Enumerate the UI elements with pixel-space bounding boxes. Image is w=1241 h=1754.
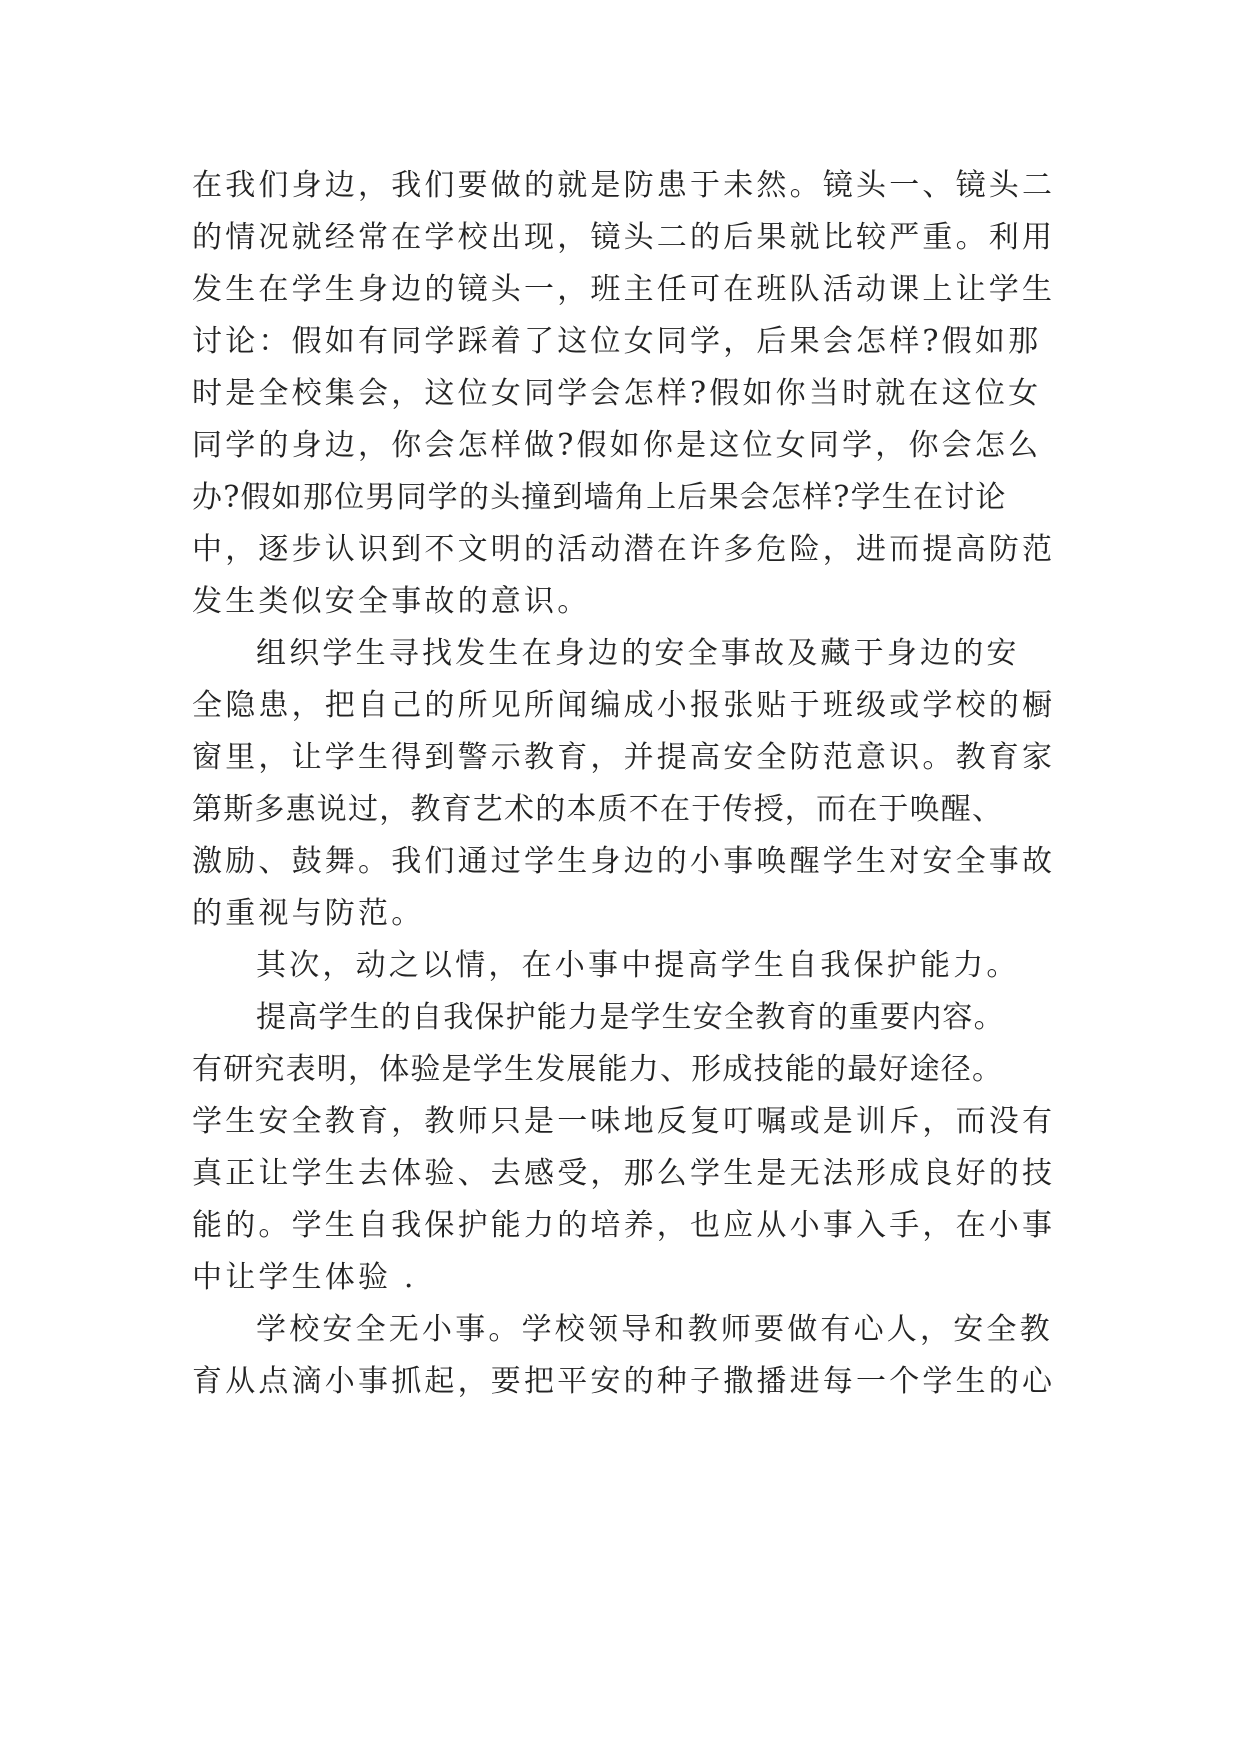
text-line: 第斯多惠说过，教育艺术的本质不在于传授，而在于唤醒、: [192, 792, 1004, 827]
text-line: 中让学生体验 .: [192, 1260, 417, 1295]
text-line: 育从点滴小事抓起，要把平安的种子撒播进每一个学生的心: [192, 1364, 1056, 1399]
text-line: 的情况就经常在学校出现，镜头二的后果就比较严重。利用: [192, 220, 1056, 255]
body-text: [192, 160, 1072, 1408]
text-line: 发生在学生身边的镜头一，班主任可在班队活动课上让学生: [192, 272, 1056, 307]
paragraph-first-line: 其次，动之以情，在小事中提高学生自我保护能力。: [256, 948, 1020, 983]
text-line: 激励、鼓舞。我们通过学生身边的小事唤醒学生对安全事故: [192, 844, 1056, 879]
text-line: 能的。学生自我保护能力的培养，也应从小事入手，在小事: [192, 1208, 1056, 1243]
text-line: 学生安全教育，教师只是一味地反复叮嘱或是训斥，而没有: [192, 1104, 1056, 1139]
text-line: 的重视与防范。: [192, 896, 425, 931]
text-line: 讨论：假如有同学踩着了这位女同学，后果会怎样?假如那: [192, 324, 1042, 359]
paragraph-first-line: 提高学生的自我保护能力是学生安全教育的重要内容。: [256, 1000, 1005, 1035]
paragraph-first-line: 组织学生寻找发生在身边的安全事故及藏于身边的安: [256, 636, 1020, 671]
text-line: 全隐患，把自己的所见所闻编成小报张贴于班级或学校的橱: [192, 688, 1056, 723]
text-line: 同学的身边，你会怎样做?假如你是这位女同学，你会怎么: [192, 428, 1042, 463]
text-line: 发生类似安全事故的意识。: [192, 584, 591, 619]
text-line: 窗里，让学生得到警示教育，并提高安全防范意识。教育家: [192, 740, 1056, 775]
text-line: 有研究表明，体验是学生发展能力、形成技能的最好途径。: [192, 1052, 1004, 1087]
text-line: 在我们身边，我们要做的就是防患于未然。镜头一、镜头二: [192, 168, 1056, 203]
text-line: 真正让学生去体验、去感受，那么学生是无法形成良好的技: [192, 1156, 1056, 1191]
text-line: 办?假如那位男同学的头撞到墙角上后果会怎样?学生在讨论: [192, 480, 1007, 515]
paragraph-first-line: 学校安全无小事。学校领导和教师要做有心人，安全教: [256, 1312, 1053, 1347]
text-line: 时是全校集会，这位女同学会怎样?假如你当时就在这位女: [192, 376, 1042, 411]
text-line: 中，逐步认识到不文明的活动潜在许多危险，进而提高防范: [192, 532, 1056, 567]
